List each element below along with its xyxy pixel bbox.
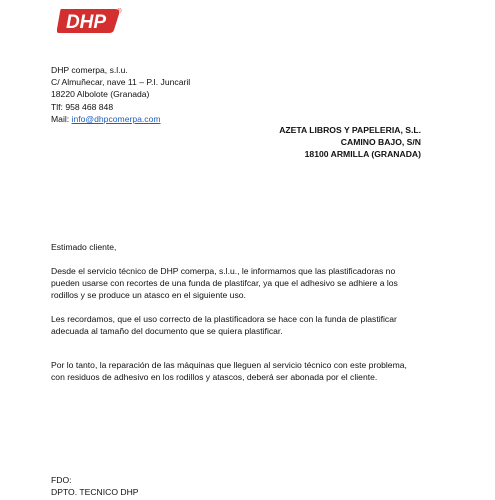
recipient-address <box>279 124 421 161</box>
signature-block <box>51 474 139 498</box>
sender-email-line <box>51 113 281 125</box>
letter-greeting: Estimado cliente, <box>51 242 117 252</box>
recipient-name: AZETA LIBROS Y PAPELERIA, S.L. <box>279 125 421 135</box>
sender-city: 18220 Albolote (Granada) <box>51 89 150 100</box>
recipient-city: 18100 ARMILLA (GRANADA) <box>304 149 421 160</box>
recipient-street: CAMINO BAJO, S/N <box>340 137 421 148</box>
paragraph-line: Desde el servicio técnico de DHP comerpa, s.l.u., le informamos que las plastificadoras no <box>51 266 396 276</box>
sender-street: C/ Almuñecar, nave 11 – P.I. Juncaril <box>51 77 191 88</box>
paragraph-line: pueden usarse con recortes de una funda de plastifcar, ya que el adhesivo se adhiere a los <box>51 278 398 289</box>
registered-mark: ® <box>117 9 122 15</box>
sender-email-link[interactable]: info@dhpcomerpa.com <box>71 113 161 124</box>
logo-text: DHP <box>65 12 107 33</box>
paragraph-line: Les recordamos, que el uso correcto de la plastificadora se hace con la funda de plastificar <box>51 314 397 324</box>
sender-phone: Tlf: 958 468 848 <box>51 101 114 112</box>
dhp-logo <box>57 6 123 36</box>
letter-paragraph-2 <box>51 313 421 337</box>
signature-label: FDO: <box>51 475 72 485</box>
paragraph-line: adecuada al tamaño del documento que se quiera plastificar. <box>51 326 283 337</box>
dhp-logo-graphic <box>57 6 123 36</box>
sender-email-label: Mail: <box>51 113 72 124</box>
paragraph-line: rodillos y se produce un atasco en el siguiente uso. <box>51 290 246 301</box>
sender-address <box>51 64 281 125</box>
letter-paragraph-1 <box>51 265 421 302</box>
letter-paragraph-3 <box>51 359 421 383</box>
signature-department: DPTO. TECNICO DHP <box>51 487 139 498</box>
paragraph-line: Por lo tanto, la reparación de las máquinas que lleguen al servicio técnico con este problema, <box>51 360 407 370</box>
paragraph-line: con residuos de adhesivo en los rodillos y atascos, deberá ser abonada por el cliente. <box>51 372 378 383</box>
sender-company: DHP comerpa, s.l.u. <box>51 65 128 75</box>
